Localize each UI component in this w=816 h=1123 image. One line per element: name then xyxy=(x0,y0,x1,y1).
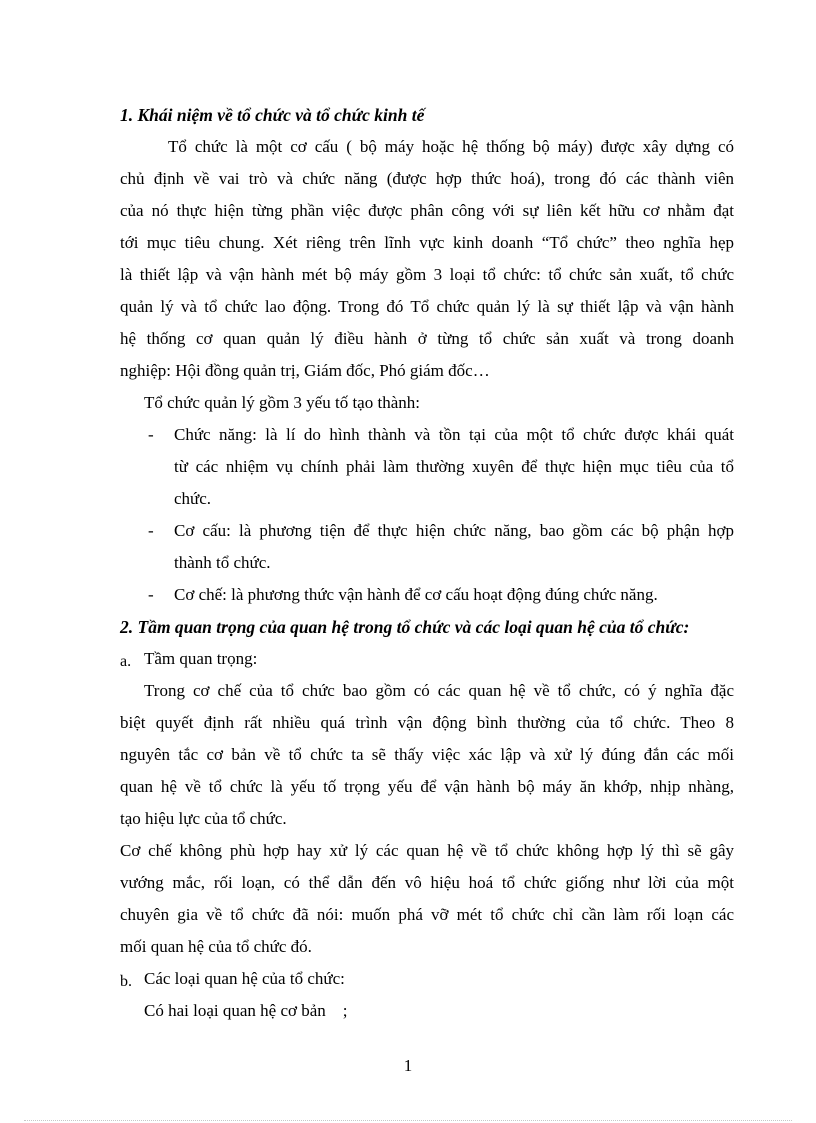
bullet-line: Cơ chế: là phương thức vận hành để cơ cấu hoạt động đúng chức năng. xyxy=(174,585,658,604)
bullet-marker: - xyxy=(148,585,154,604)
sub-b-title: Các loại quan hệ của tổ chức: xyxy=(144,969,345,988)
sub-a-title: Tầm quan trọng: xyxy=(144,649,258,668)
bullet-line: từ các nhiệm vụ chính phải làm thường xuyên để thực hiện mục tiêu của tổ xyxy=(174,457,734,476)
paragraph-line: biệt quyết định rất nhiều quá trình vận động bình thường của tổ chức. Theo 8 xyxy=(120,713,734,732)
paragraph-line: Cơ chế không phù hợp hay xử lý các quan hệ về tổ chức không hợp lý thì sẽ gây xyxy=(120,841,734,860)
paragraph-line: mối quan hệ của tổ chức đó. xyxy=(120,937,312,956)
paragraph-line: của nó thực hiện từng phần việc được phân công với sự liên kết hữu cơ nhằm đạt xyxy=(120,201,734,220)
bullet-line: Chức năng: là lí do hình thành và tồn tại của một tổ chức được khái quát xyxy=(174,425,734,444)
paragraph-line: vướng mắc, rối loạn, có thể dẫn đến vô hiệu hoá tổ chức giống như lời của một xyxy=(120,873,734,892)
page-number: 1 xyxy=(403,1056,413,1075)
sub-a-marker: a. xyxy=(120,653,132,670)
page-bottom-divider xyxy=(24,1120,792,1121)
list-intro: Tổ chức quản lý gồm 3 yếu tố tạo thành: xyxy=(144,393,420,412)
paragraph-line: quan hệ về tổ chức là yếu tố trọng yếu để vận hành bộ máy ăn khớp, nhịp nhàng, xyxy=(120,777,734,796)
paragraph-line: quản lý và tổ chức lao động. Trong đó Tổ chức quản lý là sự thiết lập và vận hành xyxy=(120,297,734,316)
bullet-marker: - xyxy=(148,521,154,540)
bullet-line: chức. xyxy=(174,489,212,508)
bullet-line: Cơ cấu: là phương tiện để thực hiện chức năng, bao gồm các bộ phận hợp xyxy=(174,521,734,540)
paragraph-line: chuyên gia về tổ chức đã nói: muốn phá vỡ mét tổ chức chỉ cần làm rối loạn các xyxy=(120,905,734,924)
paragraph-line: là thiết lập và vận hành mét bộ máy gồm 3 loại tổ chức: tổ chức sản xuất, tổ chức xyxy=(120,265,734,284)
bullet-line: thành tổ chức. xyxy=(174,553,271,572)
sub-b-line: Có hai loại quan hệ cơ bản ; xyxy=(144,1001,348,1020)
paragraph-line: Tổ chức là một cơ cấu ( bộ máy hoặc hệ thống bộ máy) được xây dựng có xyxy=(168,137,734,156)
paragraph-line: nguyên tắc cơ bản về tổ chức ta sẽ thấy việc xác lập và xử lý đúng đắn các mối xyxy=(120,745,734,764)
section-2-heading: 2. Tầm quan trọng của quan hệ trong tổ chức và các loại quan hệ của tổ chức: xyxy=(120,617,690,637)
paragraph-line: tới mục tiêu chung. Xét riêng trên lĩnh vực kinh doanh “Tổ chức” theo nghĩa hẹp xyxy=(120,233,734,252)
paragraph-line: nghiệp: Hội đồng quản trị, Giám đốc, Phó giám đốc… xyxy=(120,361,490,380)
paragraph-line: hệ thống cơ quan quản lý điều hành ở từng tổ chức sản xuất và trong doanh xyxy=(120,329,734,348)
section-1-heading: 1. Khái niệm về tổ chức và tổ chức kinh tế xyxy=(120,105,425,125)
paragraph-line: tạo hiệu lực của tổ chức. xyxy=(120,809,287,828)
paragraph-line: chủ định về vai trò và chức năng (được hợp thức hoá), trong đó các thành viên xyxy=(120,169,734,188)
paragraph-line: Trong cơ chế của tổ chức bao gồm có các quan hệ về tổ chức, có ý nghĩa đặc xyxy=(144,681,734,700)
bullet-marker: - xyxy=(148,425,154,444)
sub-b-marker: b. xyxy=(120,973,132,990)
